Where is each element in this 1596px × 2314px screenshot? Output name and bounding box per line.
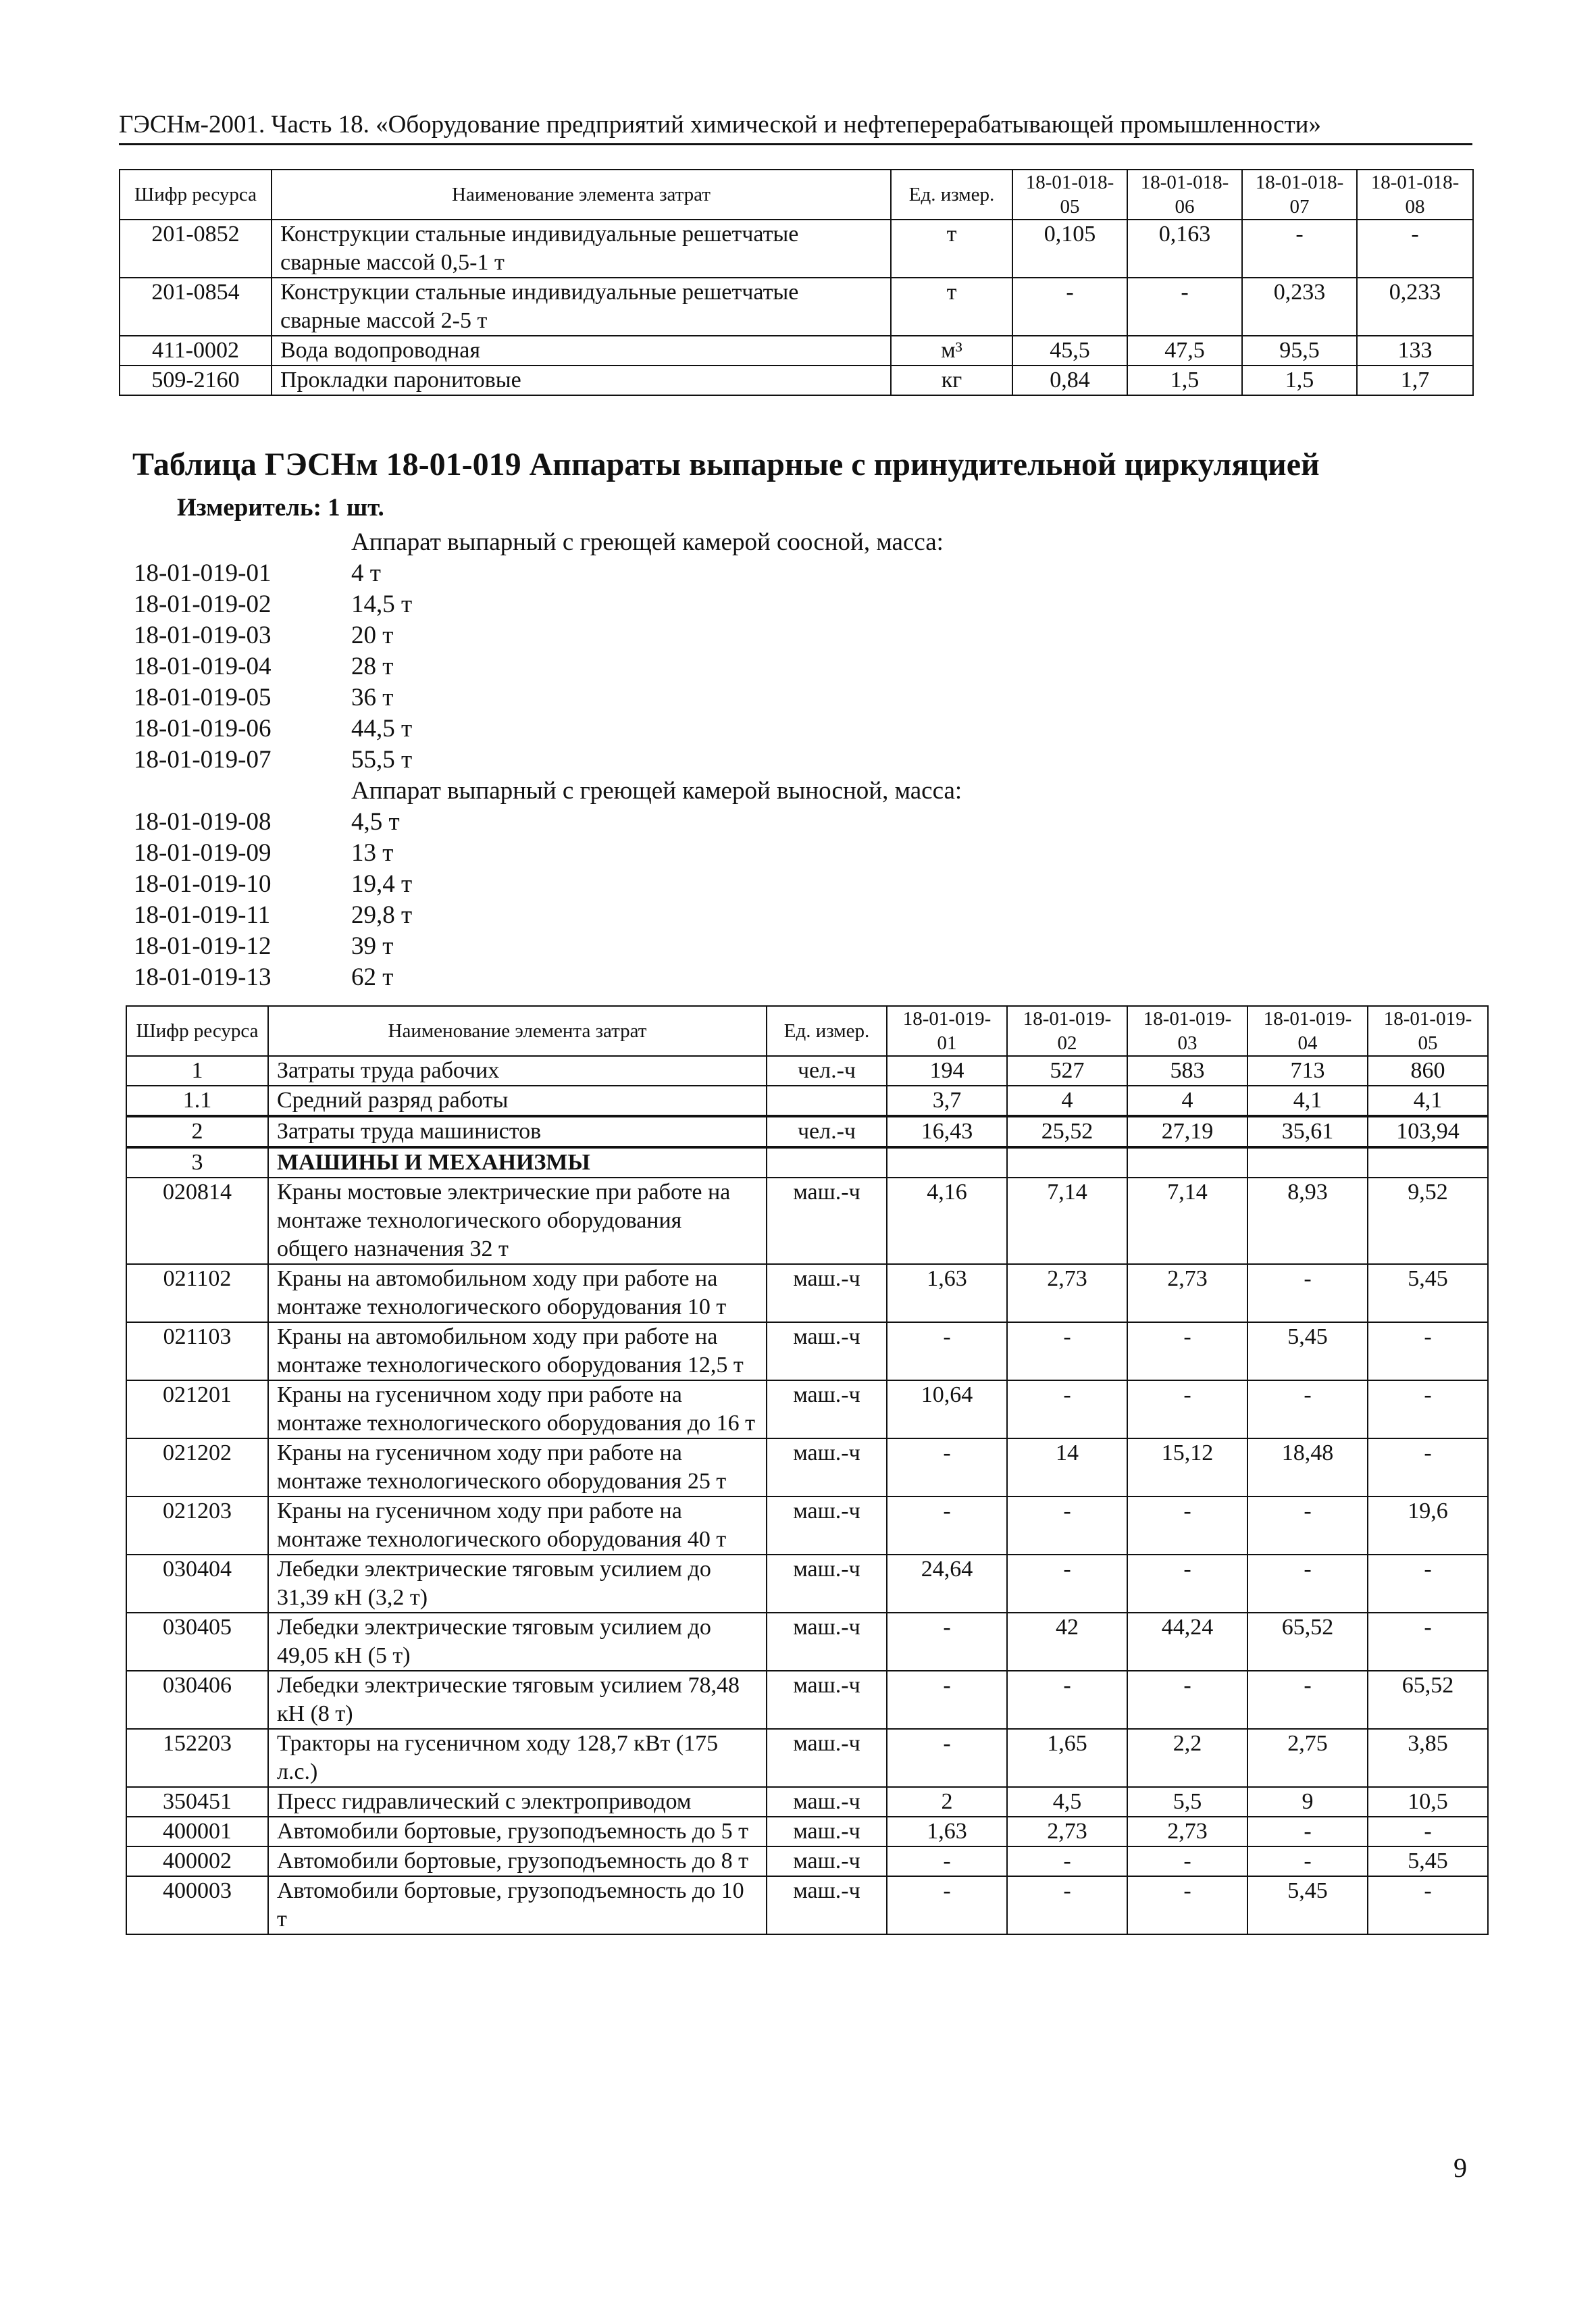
cell-value: 45,5 xyxy=(1012,336,1127,366)
table-row xyxy=(126,1817,1488,1846)
cell-value: - xyxy=(1247,1671,1368,1729)
cell-code: 030406 xyxy=(126,1671,268,1729)
header-col-4: 18-01-018-08 xyxy=(1357,170,1473,220)
cell-value xyxy=(1127,1147,1247,1178)
table-row xyxy=(126,1056,1488,1086)
cell-value: - xyxy=(1368,1322,1488,1380)
table-row xyxy=(120,220,1473,278)
item-mass: 19,4 т xyxy=(351,870,413,898)
cell-code: 400001 xyxy=(126,1817,268,1846)
cell-value: 4 xyxy=(1007,1086,1127,1116)
cell-code: 509-2160 xyxy=(120,366,272,395)
cell-value: - xyxy=(887,1438,1007,1496)
table-row xyxy=(126,1438,1488,1496)
header-col-3: 18-01-019-03 xyxy=(1127,1006,1247,1056)
cell-value: 5,45 xyxy=(1247,1876,1368,1934)
header-name: Наименование элемента затрат xyxy=(268,1006,767,1056)
cell-value: - xyxy=(1127,278,1242,336)
cell-unit: т xyxy=(891,278,1012,336)
meter-label: Измеритель: 1 шт. xyxy=(177,494,384,522)
header-col-4: 18-01-019-04 xyxy=(1247,1006,1368,1056)
cell-code: 411-0002 xyxy=(120,336,272,366)
cell-name: Вода водопроводная xyxy=(272,336,891,366)
cell-value: 0,84 xyxy=(1012,366,1127,395)
item-mass: 39 т xyxy=(351,932,394,960)
cell-value: 35,61 xyxy=(1247,1116,1368,1147)
cell-value: 9 xyxy=(1247,1787,1368,1817)
cell-code: 021201 xyxy=(126,1380,268,1438)
resources-table-018 xyxy=(119,169,1474,396)
cell-name: Краны на гусеничном ходу при работе на монтаже технологического оборудования до 16 т xyxy=(268,1380,767,1438)
cell-code: 201-0854 xyxy=(120,278,272,336)
item-mass: 28 т xyxy=(351,653,394,680)
cell-unit: маш.-ч xyxy=(767,1322,887,1380)
table-row xyxy=(126,1671,1488,1729)
cell-name: МАШИНЫ И МЕХАНИЗМЫ xyxy=(268,1147,767,1178)
cell-value: - xyxy=(1247,1264,1368,1322)
item-mass: 62 т xyxy=(351,963,394,991)
cell-value: 25,52 xyxy=(1007,1116,1127,1147)
table-row xyxy=(126,1322,1488,1380)
cell-value: - xyxy=(887,1322,1007,1380)
header-unit: Ед. измер. xyxy=(767,1006,887,1056)
cell-code: 3 xyxy=(126,1147,268,1178)
header-col-1: 18-01-019-01 xyxy=(887,1006,1007,1056)
item-code: 18-01-019-11 xyxy=(134,901,271,929)
table-row xyxy=(126,1116,1488,1147)
cell-value: - xyxy=(887,1729,1007,1787)
cell-value: 2 xyxy=(887,1787,1007,1817)
cell-value xyxy=(1247,1147,1368,1178)
cell-name: Лебедки электрические тяговым усилием до 31,39 кН (3,2 т) xyxy=(268,1555,767,1613)
cell-value: 1,65 xyxy=(1007,1729,1127,1787)
cell-value: 2,73 xyxy=(1007,1264,1127,1322)
table-row xyxy=(126,1555,1488,1613)
item-code: 18-01-019-05 xyxy=(134,684,272,711)
header-unit: Ед. измер. xyxy=(891,170,1012,220)
cell-value: 583 xyxy=(1127,1056,1247,1086)
header-col-2: 18-01-018-06 xyxy=(1127,170,1242,220)
cell-name: Затраты труда машинистов xyxy=(268,1116,767,1147)
cell-unit: маш.-ч xyxy=(767,1876,887,1934)
cell-value: - xyxy=(1007,1876,1127,1934)
cell-value: - xyxy=(1247,1496,1368,1555)
cell-value: - xyxy=(1127,1380,1247,1438)
cell-value: - xyxy=(1127,1496,1247,1555)
table-row xyxy=(126,1147,1488,1178)
cell-name: Краны на гусеничном ходу при работе на монтаже технологического оборудования 40 т xyxy=(268,1496,767,1555)
cell-value: - xyxy=(1368,1555,1488,1613)
cell-name: Средний разряд работы xyxy=(268,1086,767,1116)
item-code: 18-01-019-12 xyxy=(134,932,272,960)
cell-code: 201-0852 xyxy=(120,220,272,278)
group-title-coaxial: Аппарат выпарный с греющей камерой соосной, масса: xyxy=(351,528,944,556)
cell-value: 713 xyxy=(1247,1056,1368,1086)
cell-unit: маш.-ч xyxy=(767,1178,887,1264)
item-code: 18-01-019-08 xyxy=(134,808,272,836)
cell-code: 021203 xyxy=(126,1496,268,1555)
cell-unit: маш.-ч xyxy=(767,1671,887,1729)
cell-value: 0,233 xyxy=(1242,278,1357,336)
cell-code: 400003 xyxy=(126,1876,268,1934)
cell-value: - xyxy=(1127,1846,1247,1876)
cell-value: 18,48 xyxy=(1247,1438,1368,1496)
header-name: Наименование элемента затрат xyxy=(272,170,891,220)
cell-name: Конструкции стальные индивидуальные решетчатые сварные массой 2-5 т xyxy=(272,278,891,336)
header-col-1: 18-01-018-05 xyxy=(1012,170,1127,220)
header-code xyxy=(120,170,272,220)
cell-unit: маш.-ч xyxy=(767,1787,887,1817)
item-mass: 4,5 т xyxy=(351,808,400,836)
cell-value: - xyxy=(1247,1846,1368,1876)
cell-value: - xyxy=(1127,1555,1247,1613)
cell-value: - xyxy=(1127,1322,1247,1380)
table1-body xyxy=(120,220,1473,395)
cell-unit xyxy=(767,1147,887,1178)
cell-value: 5,45 xyxy=(1247,1322,1368,1380)
running-header: ГЭСНм-2001. Часть 18. «Оборудование предприятий химической и нефтеперерабатывающей промышленности» xyxy=(119,108,1472,145)
cell-value: 133 xyxy=(1357,336,1473,366)
cell-name: Лебедки электрические тяговым усилием 78,48 кН (8 т) xyxy=(268,1671,767,1729)
cell-unit: маш.-ч xyxy=(767,1613,887,1671)
item-code: 18-01-019-06 xyxy=(134,715,272,743)
cell-value: 2,73 xyxy=(1007,1817,1127,1846)
cell-value: - xyxy=(1247,1555,1368,1613)
item-mass: 55,5 т xyxy=(351,746,413,774)
cell-value: 4,5 xyxy=(1007,1787,1127,1817)
cell-code: 1.1 xyxy=(126,1086,268,1116)
cell-value: 47,5 xyxy=(1127,336,1242,366)
cell-unit: маш.-ч xyxy=(767,1496,887,1555)
cell-value: - xyxy=(1007,1380,1127,1438)
cell-unit: маш.-ч xyxy=(767,1817,887,1846)
table-caption: Таблица ГЭСНм 18-01-019 Аппараты выпарные с принудительной циркуляцией xyxy=(132,447,1320,482)
cell-unit: маш.-ч xyxy=(767,1555,887,1613)
cell-value: - xyxy=(1368,1817,1488,1846)
cell-value: 44,24 xyxy=(1127,1613,1247,1671)
cell-value: 2,73 xyxy=(1127,1817,1247,1846)
cell-value: - xyxy=(1247,1817,1368,1846)
table-row xyxy=(126,1264,1488,1322)
cell-value: - xyxy=(1368,1876,1488,1934)
cell-value: - xyxy=(1368,1380,1488,1438)
cell-code: 350451 xyxy=(126,1787,268,1817)
cell-value: - xyxy=(1007,1846,1127,1876)
cell-value: 0,163 xyxy=(1127,220,1242,278)
cell-unit: чел.-ч xyxy=(767,1056,887,1086)
cell-value xyxy=(887,1147,1007,1178)
resources-table-019 xyxy=(126,1005,1489,1935)
cell-value: - xyxy=(1127,1671,1247,1729)
header-code-label: Шифр ресурса xyxy=(134,184,257,205)
item-code: 18-01-019-10 xyxy=(134,870,272,898)
cell-value: 8,93 xyxy=(1247,1178,1368,1264)
table-row xyxy=(126,1613,1488,1671)
cell-value: - xyxy=(1247,1380,1368,1438)
item-mass: 29,8 т xyxy=(351,901,413,929)
cell-value: - xyxy=(1007,1496,1127,1555)
cell-value: 2,75 xyxy=(1247,1729,1368,1787)
header-col-5: 18-01-019-05 xyxy=(1368,1006,1488,1056)
cell-name: Краны на автомобильном ходу при работе на монтаже технологического оборудования 10 т xyxy=(268,1264,767,1322)
cell-value: - xyxy=(887,1846,1007,1876)
cell-name: Краны на автомобильном ходу при работе на монтаже технологического оборудования 12,5 т xyxy=(268,1322,767,1380)
cell-value: - xyxy=(1242,220,1357,278)
cell-unit: маш.-ч xyxy=(767,1846,887,1876)
cell-value: - xyxy=(1357,220,1473,278)
header-code: Шифр ресурса xyxy=(126,1006,268,1056)
cell-value: - xyxy=(1007,1555,1127,1613)
cell-value: 10,64 xyxy=(887,1380,1007,1438)
cell-value: 9,52 xyxy=(1368,1178,1488,1264)
cell-value: 4,1 xyxy=(1247,1086,1368,1116)
table-row xyxy=(126,1787,1488,1817)
cell-name: Прокладки паронитовые xyxy=(272,366,891,395)
item-code: 18-01-019-03 xyxy=(134,622,272,649)
cell-code: 400002 xyxy=(126,1846,268,1876)
cell-value: 4,16 xyxy=(887,1178,1007,1264)
cell-unit: маш.-ч xyxy=(767,1264,887,1322)
cell-value: - xyxy=(1012,278,1127,336)
cell-value: 860 xyxy=(1368,1056,1488,1086)
cell-unit: маш.-ч xyxy=(767,1438,887,1496)
table2-body xyxy=(126,1056,1488,1934)
table-row xyxy=(126,1729,1488,1787)
item-code: 18-01-019-02 xyxy=(134,590,272,618)
item-mass: 14,5 т xyxy=(351,590,413,618)
cell-code: 152203 xyxy=(126,1729,268,1787)
table-header-row xyxy=(120,170,1473,220)
cell-value: 10,5 xyxy=(1368,1787,1488,1817)
cell-value: 0,105 xyxy=(1012,220,1127,278)
cell-value: 2,2 xyxy=(1127,1729,1247,1787)
cell-value: 95,5 xyxy=(1242,336,1357,366)
cell-unit xyxy=(767,1086,887,1116)
cell-value: 4 xyxy=(1127,1086,1247,1116)
item-code: 18-01-019-07 xyxy=(134,746,272,774)
cell-name: Затраты труда рабочих xyxy=(268,1056,767,1086)
header-col-2: 18-01-019-02 xyxy=(1007,1006,1127,1056)
table-row xyxy=(126,1380,1488,1438)
cell-code: 021102 xyxy=(126,1264,268,1322)
cell-name: Лебедки электрические тяговым усилием до 49,05 кН (5 т) xyxy=(268,1613,767,1671)
cell-value: 65,52 xyxy=(1368,1671,1488,1729)
table-row xyxy=(126,1178,1488,1264)
group-title-remote: Аппарат выпарный с греющей камерой выносной, масса: xyxy=(351,777,962,805)
table-header-row xyxy=(126,1006,1488,1056)
cell-value: 5,5 xyxy=(1127,1787,1247,1817)
cell-name: Пресс гидравлический с электроприводом xyxy=(268,1787,767,1817)
item-mass: 4 т xyxy=(351,559,381,587)
cell-value: 15,12 xyxy=(1127,1438,1247,1496)
cell-value: 1,7 xyxy=(1357,366,1473,395)
cell-value: - xyxy=(1368,1613,1488,1671)
cell-code: 021103 xyxy=(126,1322,268,1380)
cell-name: Автомобили бортовые, грузоподъемность до 8 т xyxy=(268,1846,767,1876)
cell-value: - xyxy=(1007,1671,1127,1729)
table-row xyxy=(120,278,1473,336)
cell-code: 030405 xyxy=(126,1613,268,1671)
cell-value: - xyxy=(1368,1438,1488,1496)
cell-value: - xyxy=(887,1496,1007,1555)
cell-value: 65,52 xyxy=(1247,1613,1368,1671)
header-col-3: 18-01-018-07 xyxy=(1242,170,1357,220)
item-mass: 44,5 т xyxy=(351,715,413,743)
item-mass: 20 т xyxy=(351,622,394,649)
table-row xyxy=(120,336,1473,366)
cell-value: - xyxy=(887,1876,1007,1934)
cell-value: 42 xyxy=(1007,1613,1127,1671)
cell-value: 1,5 xyxy=(1242,366,1357,395)
cell-value: 24,64 xyxy=(887,1555,1007,1613)
table-row xyxy=(126,1086,1488,1116)
cell-unit: маш.-ч xyxy=(767,1380,887,1438)
cell-value: 27,19 xyxy=(1127,1116,1247,1147)
table-row xyxy=(126,1496,1488,1555)
cell-name: Автомобили бортовые, грузоподъемность до 10 т xyxy=(268,1876,767,1934)
cell-value: 16,43 xyxy=(887,1116,1007,1147)
cell-value: 19,6 xyxy=(1368,1496,1488,1555)
item-mass: 13 т xyxy=(351,839,394,867)
cell-code: 1 xyxy=(126,1056,268,1086)
table-row xyxy=(126,1876,1488,1934)
cell-value: - xyxy=(887,1671,1007,1729)
cell-code: 030404 xyxy=(126,1555,268,1613)
cell-value: - xyxy=(887,1613,1007,1671)
cell-value: 4,1 xyxy=(1368,1086,1488,1116)
cell-value: 7,14 xyxy=(1007,1178,1127,1264)
cell-value: 3,85 xyxy=(1368,1729,1488,1787)
cell-value: 103,94 xyxy=(1368,1116,1488,1147)
cell-name: Краны на гусеничном ходу при работе на монтаже технологического оборудования 25 т xyxy=(268,1438,767,1496)
cell-value: 1,63 xyxy=(887,1817,1007,1846)
page-number: 9 xyxy=(1453,2153,1467,2183)
item-mass: 36 т xyxy=(351,684,394,711)
cell-code: 2 xyxy=(126,1116,268,1147)
item-code: 18-01-019-13 xyxy=(134,963,272,991)
cell-value: - xyxy=(1127,1876,1247,1934)
cell-value: 7,14 xyxy=(1127,1178,1247,1264)
cell-unit: т xyxy=(891,220,1012,278)
cell-value: 1,63 xyxy=(887,1264,1007,1322)
cell-value: 1,5 xyxy=(1127,366,1242,395)
item-code: 18-01-019-09 xyxy=(134,839,272,867)
cell-value: 14 xyxy=(1007,1438,1127,1496)
cell-value: 5,45 xyxy=(1368,1264,1488,1322)
cell-value: 5,45 xyxy=(1368,1846,1488,1876)
cell-unit: м³ xyxy=(891,336,1012,366)
cell-code: 021202 xyxy=(126,1438,268,1496)
cell-value: 194 xyxy=(887,1056,1007,1086)
cell-value: 2,73 xyxy=(1127,1264,1247,1322)
cell-value: 527 xyxy=(1007,1056,1127,1086)
cell-name: Краны мостовые электрические при работе на монтаже технологического оборудования общего назначения 32 т xyxy=(268,1178,767,1264)
cell-code: 020814 xyxy=(126,1178,268,1264)
cell-value: 0,233 xyxy=(1357,278,1473,336)
cell-value xyxy=(1007,1147,1127,1178)
cell-unit: чел.-ч xyxy=(767,1116,887,1147)
table-row xyxy=(126,1846,1488,1876)
item-code: 18-01-019-01 xyxy=(134,559,272,587)
cell-value xyxy=(1368,1147,1488,1178)
cell-unit: кг xyxy=(891,366,1012,395)
cell-value: - xyxy=(1007,1322,1127,1380)
cell-name: Тракторы на гусеничном ходу 128,7 кВт (175 л.с.) xyxy=(268,1729,767,1787)
item-code: 18-01-019-04 xyxy=(134,653,272,680)
table-row xyxy=(120,366,1473,395)
cell-name: Автомобили бортовые, грузоподъемность до 5 т xyxy=(268,1817,767,1846)
cell-name: Конструкции стальные индивидуальные решетчатые сварные массой 0,5-1 т xyxy=(272,220,891,278)
cell-value: 3,7 xyxy=(887,1086,1007,1116)
cell-unit: маш.-ч xyxy=(767,1729,887,1787)
